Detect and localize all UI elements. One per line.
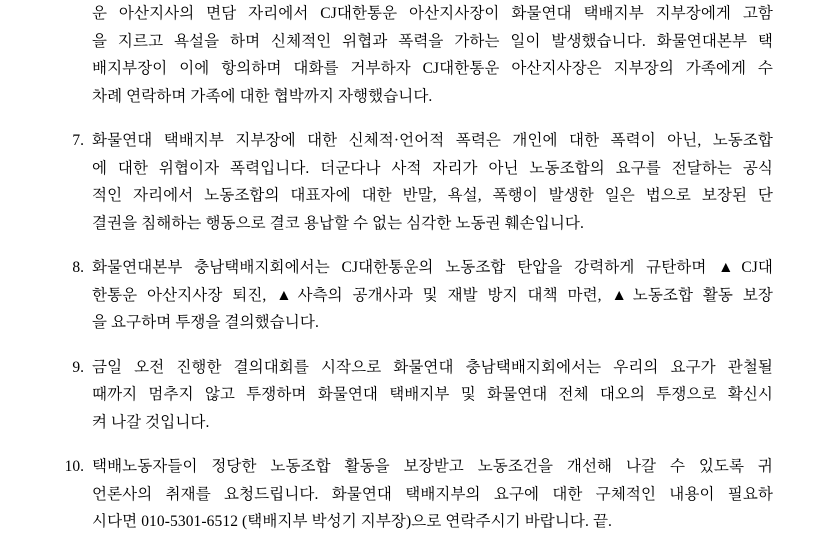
text-line: 때까지 멈추지 않고 투쟁하며 화물연대 택배지부 및 화물연대 전체 대오의 투쟁으로 확신시 — [92, 386, 773, 403]
text-line: 택배노동자들이 정당한 노동조합 활동을 보장받고 노동조건을 개선해 나갈 수 있도록 귀 — [92, 458, 773, 475]
list-marker: 7. — [72, 132, 84, 149]
text-line: 언론사의 취재를 요청드립니다. 화물연대 택배지부의 요구에 대한 구체적인 내용이 필요하 — [92, 485, 773, 503]
text-line: 한통운 아산지사장 퇴진, ▲사측의 공개사과 및 재발 방지 대책 마련, ▲노동조합 활동 보장 — [92, 286, 773, 304]
list-marker: 9. — [72, 358, 84, 376]
text-line: 금일 오전 진행한 결의대회를 시작으로 화물연대 충남택배지회에서는 우리의 요구가 관철될 — [92, 358, 773, 376]
text-line: 차례 연락하며 가족에 대한 협박까지 자행했습니다. — [92, 87, 433, 105]
text-line: 화물연대 택배지부 지부장에 대한 신체적·언어적 폭력은 개인에 대한 폭력이 아닌, 노동조합 — [92, 132, 773, 149]
paragraph-text — [92, 0, 773, 110]
paragraph-continued — [62, 0, 773, 110]
text-line: 을 요구하며 투쟁을 결의했습니다. — [92, 314, 319, 331]
text-line: 운 아산지사의 면담 자리에서 CJ대한통운 아산지사장이 화물연대 택배지부 지부장에게 고함 — [92, 5, 773, 22]
text-line: 배지부장이 이에 항의하며 대화를 거부하자 CJ대한통운 아산지사장은 지부장의 가족에게 수 — [92, 60, 773, 77]
text-line: 적인 자리에서 노동조합의 대표자에 대한 반말, 욕설, 폭행이 발생한 일은 법으로 보장된 단 — [92, 187, 773, 204]
text-line: 결권을 침해하는 행동으로 결코 용납할 수 없는 심각한 노동권 훼손입니다. — [92, 214, 584, 232]
text-line: 화물연대본부 충남택배지회에서는 CJ대한통운의 노동조합 탄압을 강력하게 규탄하며 ▲CJ대 — [92, 259, 773, 276]
text-line: 에 대한 위협이자 폭력입니다. 더군다나 사적 자리가 아닌 노동조합의 요구를 전달하는 공식 — [92, 159, 773, 177]
paragraph-item-10 — [62, 453, 773, 536]
paragraph-text — [92, 453, 773, 536]
paragraph-text — [92, 127, 773, 237]
text-line: 켜 나갈 것입니다. — [92, 413, 210, 431]
paragraph-text — [92, 354, 773, 437]
list-marker: 10. — [64, 458, 84, 475]
paragraph-item-9 — [62, 354, 773, 437]
list-marker: 8. — [72, 259, 84, 276]
paragraph-item-7 — [62, 127, 773, 237]
paragraph-text — [92, 254, 773, 337]
text-line: 시다면 010-5301-6512 (택배지부 박성기 지부장)으로 연락주시기 바랍니다. 끝. — [92, 513, 612, 530]
paragraph-item-8 — [62, 254, 773, 337]
text-line: 을 지르고 욕설을 하며 신체적인 위협과 폭력을 가하는 일이 발생했습니다. 화물연대본부 택 — [92, 32, 773, 50]
